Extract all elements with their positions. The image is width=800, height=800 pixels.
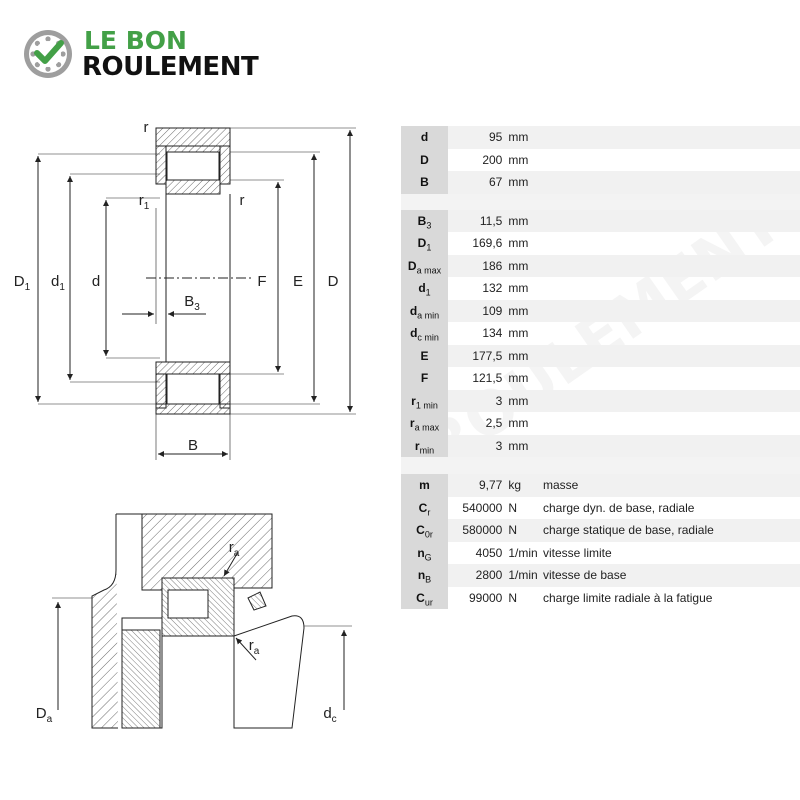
row-symbol: D bbox=[401, 149, 448, 172]
table-row bbox=[401, 542, 800, 565]
table-row bbox=[401, 587, 800, 610]
row-symbol: $d_{c min}$ bbox=[401, 322, 448, 345]
label-D: D bbox=[327, 273, 339, 290]
row-symbol: F bbox=[401, 367, 448, 390]
section-gap bbox=[401, 457, 800, 474]
table-row bbox=[401, 300, 800, 323]
row-description: charge statique de base, radiale bbox=[538, 519, 800, 542]
bearing-section-drawing bbox=[10, 118, 380, 468]
row-description bbox=[538, 367, 800, 390]
row-value: 540000 bbox=[462, 500, 503, 515]
row-unit: mm bbox=[508, 303, 529, 318]
row-unit: mm bbox=[508, 348, 529, 363]
table-row bbox=[401, 210, 800, 233]
row-unit: mm bbox=[508, 393, 529, 408]
table-row bbox=[401, 255, 800, 278]
table-row bbox=[401, 390, 800, 413]
table-row bbox=[401, 497, 800, 520]
row-description bbox=[538, 277, 800, 300]
label-B: B bbox=[187, 437, 199, 454]
row-unit: mm bbox=[508, 258, 529, 273]
label-r-right: r bbox=[239, 192, 245, 209]
table-row bbox=[401, 126, 800, 149]
row-value: 177,5 bbox=[472, 348, 503, 363]
row-symbol: $C_r$ bbox=[401, 497, 448, 520]
row-description bbox=[538, 322, 800, 345]
row-unit: mm bbox=[508, 438, 529, 453]
row-unit: mm bbox=[508, 281, 529, 295]
row-value: 4050 bbox=[475, 545, 503, 560]
table-row bbox=[401, 277, 800, 300]
row-unit: N bbox=[508, 523, 518, 537]
table-row bbox=[401, 232, 800, 255]
row-symbol: $d_{a min}$ bbox=[401, 300, 448, 323]
brand-line2: ROULEMENT bbox=[82, 52, 259, 82]
table-row bbox=[401, 412, 800, 435]
row-value: 3 bbox=[495, 438, 503, 453]
row-description bbox=[538, 171, 800, 194]
row-description bbox=[538, 300, 800, 323]
table-row bbox=[401, 519, 800, 542]
label-D1: $D_1$ bbox=[13, 273, 31, 293]
label-d1: $d_1$ bbox=[51, 273, 65, 293]
brand-line1: LE BON bbox=[84, 26, 187, 55]
row-unit: mm bbox=[508, 130, 529, 144]
row-symbol: m bbox=[401, 474, 448, 497]
table-row bbox=[401, 171, 800, 194]
label-E: E bbox=[292, 273, 304, 290]
row-unit: kg bbox=[508, 478, 522, 492]
row-value: 169,6 bbox=[472, 236, 503, 250]
brand-logo[interactable] bbox=[22, 26, 302, 86]
table-row bbox=[401, 564, 800, 587]
label-ra-top: $r_a$ bbox=[228, 539, 240, 559]
table-row bbox=[401, 367, 800, 390]
bearing-check-icon bbox=[22, 28, 74, 80]
row-description bbox=[538, 412, 800, 435]
row-unit: 1/min bbox=[508, 568, 538, 582]
row-description: vitesse de base bbox=[538, 564, 800, 587]
row-symbol: d bbox=[401, 126, 448, 149]
row-value: 11,5 bbox=[479, 213, 503, 228]
row-value: 2800 bbox=[475, 568, 503, 582]
performance-section bbox=[401, 474, 800, 609]
row-unit: mm bbox=[508, 175, 529, 189]
row-value: 121,5 bbox=[472, 371, 503, 385]
row-symbol: $r_{1 min}$ bbox=[401, 390, 448, 413]
table-row bbox=[401, 345, 800, 368]
row-symbol: $n_G$ bbox=[401, 542, 448, 565]
mounting-section bbox=[401, 210, 800, 458]
label-d: d bbox=[91, 273, 101, 290]
label-Da: $D_a$ bbox=[35, 705, 53, 725]
label-B3: $B_3$ bbox=[184, 293, 200, 313]
row-symbol: $C_{ur}$ bbox=[401, 587, 448, 610]
row-unit: mm bbox=[508, 371, 529, 385]
row-value: 134 bbox=[482, 326, 503, 340]
row-symbol: $n_B$ bbox=[401, 564, 448, 587]
row-description: masse bbox=[538, 474, 800, 497]
row-value: 132 bbox=[482, 281, 503, 295]
row-symbol: B bbox=[401, 171, 448, 194]
row-unit: N bbox=[508, 500, 518, 515]
row-description bbox=[538, 210, 800, 233]
row-value: 580000 bbox=[462, 523, 503, 537]
row-value: 109 bbox=[482, 303, 503, 318]
label-dc: $d_c$ bbox=[323, 705, 337, 725]
label-ra-bottom: $r_a$ bbox=[248, 637, 260, 657]
row-description bbox=[538, 126, 800, 149]
row-description bbox=[538, 255, 800, 278]
row-description bbox=[538, 149, 800, 172]
row-symbol: $C_{0r}$ bbox=[401, 519, 448, 542]
row-description: vitesse limite bbox=[543, 545, 612, 560]
row-value: 9,77 bbox=[479, 478, 503, 492]
row-unit: mm bbox=[508, 326, 529, 340]
mounting-drawing bbox=[22, 510, 362, 740]
label-F: F bbox=[257, 273, 267, 290]
label-r1: $r_1$ bbox=[138, 192, 150, 212]
row-unit: N bbox=[508, 590, 518, 605]
row-unit: mm bbox=[508, 236, 529, 250]
row-symbol: $d_1$ bbox=[401, 277, 448, 300]
row-symbol: E bbox=[401, 345, 448, 368]
row-value: 95 bbox=[489, 130, 503, 144]
row-symbol: $r_{min}$ bbox=[401, 435, 448, 458]
row-value: 99000 bbox=[468, 590, 503, 605]
row-description bbox=[538, 435, 800, 458]
table-row bbox=[401, 149, 800, 172]
row-value: 67 bbox=[489, 175, 503, 189]
table-row bbox=[401, 322, 800, 345]
row-value: 2,5 bbox=[485, 416, 503, 430]
row-unit: mm bbox=[508, 152, 529, 167]
spec-table bbox=[401, 126, 800, 609]
row-unit: 1/min bbox=[508, 545, 538, 560]
row-description: charge limite radiale à la fatigue bbox=[543, 590, 713, 605]
row-symbol: $r_{a max}$ bbox=[401, 412, 448, 435]
section-gap bbox=[401, 194, 800, 210]
dimensions-section bbox=[401, 126, 800, 194]
table-row bbox=[401, 474, 800, 497]
row-description bbox=[538, 390, 800, 413]
row-value: 186 bbox=[482, 258, 503, 273]
row-symbol: $D_{a max}$ bbox=[401, 255, 448, 278]
label-r-top: r bbox=[143, 119, 149, 136]
row-symbol: $D_1$ bbox=[401, 232, 448, 255]
row-symbol: $B_3$ bbox=[401, 210, 448, 233]
row-unit: mm bbox=[508, 213, 529, 228]
row-value: 3 bbox=[495, 393, 503, 408]
row-value: 200 bbox=[482, 152, 503, 167]
row-description bbox=[538, 232, 800, 255]
row-description bbox=[538, 345, 800, 368]
table-row bbox=[401, 435, 800, 458]
row-description: charge dyn. de base, radiale bbox=[543, 500, 695, 515]
row-unit: mm bbox=[508, 416, 529, 430]
